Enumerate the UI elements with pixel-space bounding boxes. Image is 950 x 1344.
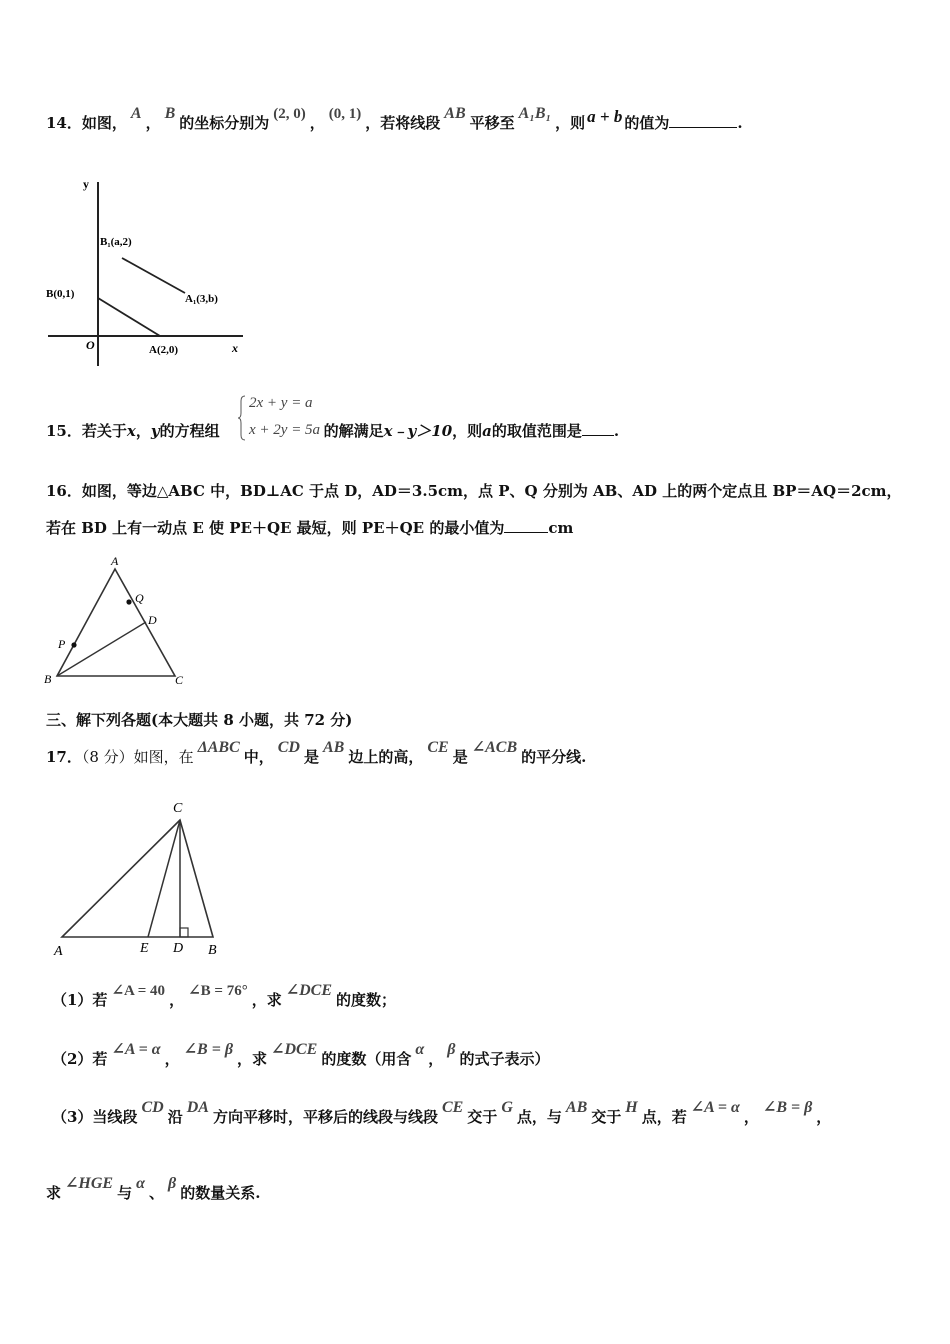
q17-p2-label: （2）若 — [52, 1050, 108, 1068]
q17-p2-sep: ， — [164, 1050, 180, 1068]
q17-p2-beta: β — [447, 1041, 456, 1058]
segment-a1b1 — [122, 258, 185, 293]
q17-segment-ce: CE — [427, 739, 449, 756]
q17-p3-beta: β — [167, 1175, 177, 1192]
label-p: P — [58, 637, 66, 651]
q14-sep-2: ， — [309, 114, 325, 132]
q15-text-3: 的解满足 — [323, 422, 384, 440]
q16-line-1: 16．如图，等边△ABC 中，BD⊥AC 于点 D，AD＝3.5cm，点 P、Q 分别为 AB、AD 上的两个定点且 BP＝AQ＝2cm， — [46, 482, 902, 500]
q17-p3-text-8: 与 — [117, 1184, 133, 1202]
q17-part-3-line-2 — [46, 1175, 910, 1203]
segment-ab — [98, 298, 160, 336]
origin-label: O — [86, 338, 95, 352]
label-b1: B₁(a,2) — [100, 236, 132, 248]
q17-p3-point-h: H — [625, 1099, 638, 1116]
q17-p3-text-2: 方向平移时，平移后的线段与线段 — [212, 1108, 438, 1126]
q17-p2-text-2: 的度数（用含 — [321, 1050, 412, 1068]
q17-p3-segment-cd: CD — [141, 1099, 164, 1116]
q17-p3-angle-hge: ∠HGE — [65, 1175, 114, 1192]
q14-text-2: 的坐标分别为 — [179, 114, 270, 132]
q17-p3-text-9: 、 — [148, 1184, 164, 1202]
label-e: E — [140, 941, 149, 956]
label-c: C — [175, 673, 184, 687]
label-a: A — [111, 554, 119, 568]
q17-part-2 — [52, 1041, 910, 1069]
q17-triangle-figure — [45, 795, 235, 965]
q17-part-1 — [52, 982, 910, 1010]
label-d: D — [148, 613, 157, 627]
q14-end: . — [737, 114, 743, 132]
q17-p3-direction-da: DA — [186, 1099, 209, 1116]
q17-p3-angle-b: ∠B = β — [762, 1099, 813, 1116]
q17-p1-label: （1）若 — [52, 991, 108, 1009]
q16-text: 若在 BD 上有一动点 E 使 PE＋QE 最短，则 PE＋QE 的最小值为 — [46, 519, 505, 537]
q17-p3-text-4: 点，与 — [516, 1108, 562, 1126]
q15-equation-2: x + 2y = 5a — [249, 422, 321, 438]
q15-answer-blank[interactable] — [582, 423, 614, 436]
segment-bd — [57, 622, 146, 676]
segment-ce — [148, 820, 180, 937]
q17-part-3 — [52, 1099, 920, 1127]
q17-text-5: 是 — [452, 748, 468, 766]
q17-segment-cd: CD — [277, 739, 300, 756]
q17-p3-segment-ab: AB — [565, 1099, 588, 1116]
q14-answer-blank[interactable] — [669, 115, 737, 128]
q17-text-2: 中， — [243, 748, 274, 766]
q17-segment-ab: AB — [323, 739, 345, 756]
q17-p3-label: （3）当线段 — [52, 1108, 138, 1126]
q17-number: 17． — [46, 748, 82, 766]
q14-number: 14． — [46, 114, 82, 132]
q15-var-x: x — [126, 422, 136, 440]
q14-segment-ab: AB — [444, 105, 466, 122]
q14-coord-a: (2, 0) — [273, 106, 306, 122]
q14-text-4: 平移至 — [469, 114, 515, 132]
q17-p3-end: ， — [816, 1108, 832, 1126]
q15-equation-1: 2x + y = a — [249, 395, 313, 411]
q15-end: . — [613, 422, 620, 440]
q17-p3-text-7: 求 — [46, 1184, 62, 1202]
triangle-abc — [57, 569, 175, 676]
q16-answer-blank[interactable] — [504, 520, 548, 533]
q15-var-y: y — [150, 422, 160, 440]
q17-p3-text-6: 点，若 — [641, 1108, 687, 1126]
q15-text-5: 的取值范围是 — [491, 422, 582, 440]
q17-p1-angle-b: ∠B = 76° — [188, 983, 248, 999]
label-b: B — [208, 943, 217, 958]
label-b: B(0,1) — [46, 288, 75, 300]
q17-p3-text-1: 沿 — [167, 1108, 183, 1126]
q15-number: 15． — [46, 422, 82, 440]
q17-p1-text-1: ，求 — [251, 991, 282, 1009]
triangle-abc — [62, 820, 213, 937]
q16-line-2 — [46, 517, 910, 538]
q17-text-6: 的平分线. — [521, 748, 587, 766]
label-b: B — [44, 672, 52, 686]
q17-p2-angle-dce: ∠DCE — [271, 1041, 318, 1058]
q14-coord-b: (0, 1) — [328, 106, 362, 122]
q17-text-1: （8 分）如图，在 — [81, 748, 194, 766]
point-p — [71, 642, 76, 647]
q17-p1-angle-a: ∠A = 40 — [111, 983, 166, 999]
label-c: C — [173, 801, 183, 816]
q17-p1-text-2: 的度数； — [336, 991, 397, 1009]
q17-p2-angle-a: ∠A = α — [111, 1041, 161, 1058]
q14-coordinate-figure — [40, 170, 255, 375]
q17-p2-text-1: ，求 — [237, 1050, 268, 1068]
q14-point-b: B — [164, 105, 176, 122]
q15-text-2: 的方程组 — [159, 422, 220, 440]
q14-text — [46, 105, 910, 133]
q17-p3-sep: ， — [743, 1108, 759, 1126]
section-3-title: 三、解下列各题(本大题共 8 小题，共 72 分) — [46, 711, 353, 729]
q17-p1-sep: ， — [169, 991, 185, 1009]
right-angle-mark — [180, 928, 188, 937]
q17-p3-angle-a: ∠A = α — [690, 1099, 740, 1116]
q17-p3-segment-ce: CE — [441, 1099, 464, 1116]
label-a: A(2,0) — [149, 344, 179, 356]
q15-comma: ， — [135, 422, 151, 440]
q17-p1-angle-dce: ∠DCE — [285, 982, 333, 999]
q17-p3-point-g: G — [501, 1099, 513, 1116]
q17-p3-alpha: α — [136, 1175, 145, 1192]
label-a1: A₁(3,b) — [185, 293, 218, 305]
q17-text — [46, 739, 910, 767]
point-q — [126, 599, 131, 604]
x-axis-label: x — [232, 341, 238, 355]
q14-expression: a + b — [587, 107, 623, 126]
q17-p2-angle-b: ∠B = β — [183, 1041, 234, 1058]
q17-p3-text-10: 的数量关系. — [180, 1184, 261, 1202]
brace-icon — [238, 395, 246, 441]
q17-text-3: 是 — [303, 748, 319, 766]
q15-text-1: 若关于 — [81, 422, 127, 440]
q17-p3-text-3: 交于 — [467, 1108, 498, 1126]
label-q: Q — [135, 591, 144, 605]
q14-segment-a1b1: A₁B₁ — [518, 105, 552, 122]
q15-var-a: a — [482, 422, 492, 440]
q14-text-6: 的值为 — [624, 114, 670, 132]
q17-triangle: ΔABC — [197, 739, 240, 756]
q16-unit: cm — [548, 519, 574, 537]
y-axis-label: y — [83, 177, 89, 191]
q15-text-4: ，则 — [452, 422, 483, 440]
q15-condition: x﹣y＞10 — [383, 422, 453, 440]
q14-sep-1: ， — [145, 114, 161, 132]
q14-text-5: ，则 — [555, 114, 586, 132]
q17-p3-text-5: 交于 — [591, 1108, 622, 1126]
q14-text-1: 如图， — [81, 114, 127, 132]
label-d: D — [173, 941, 184, 956]
label-a: A — [54, 944, 63, 959]
q14-text-3: ，若将线段 — [365, 114, 441, 132]
q17-angle-acb: ∠ACB — [471, 739, 518, 756]
q17-p2-sep-2: ， — [428, 1050, 444, 1068]
q15-text — [46, 420, 910, 441]
q14-point-a: A — [130, 105, 142, 122]
q17-text-4: 边上的高， — [348, 748, 424, 766]
q17-p2-text-3: 的式子表示） — [459, 1050, 550, 1068]
q17-p2-alpha: α — [415, 1041, 425, 1058]
q16-triangle-figure — [40, 552, 200, 692]
